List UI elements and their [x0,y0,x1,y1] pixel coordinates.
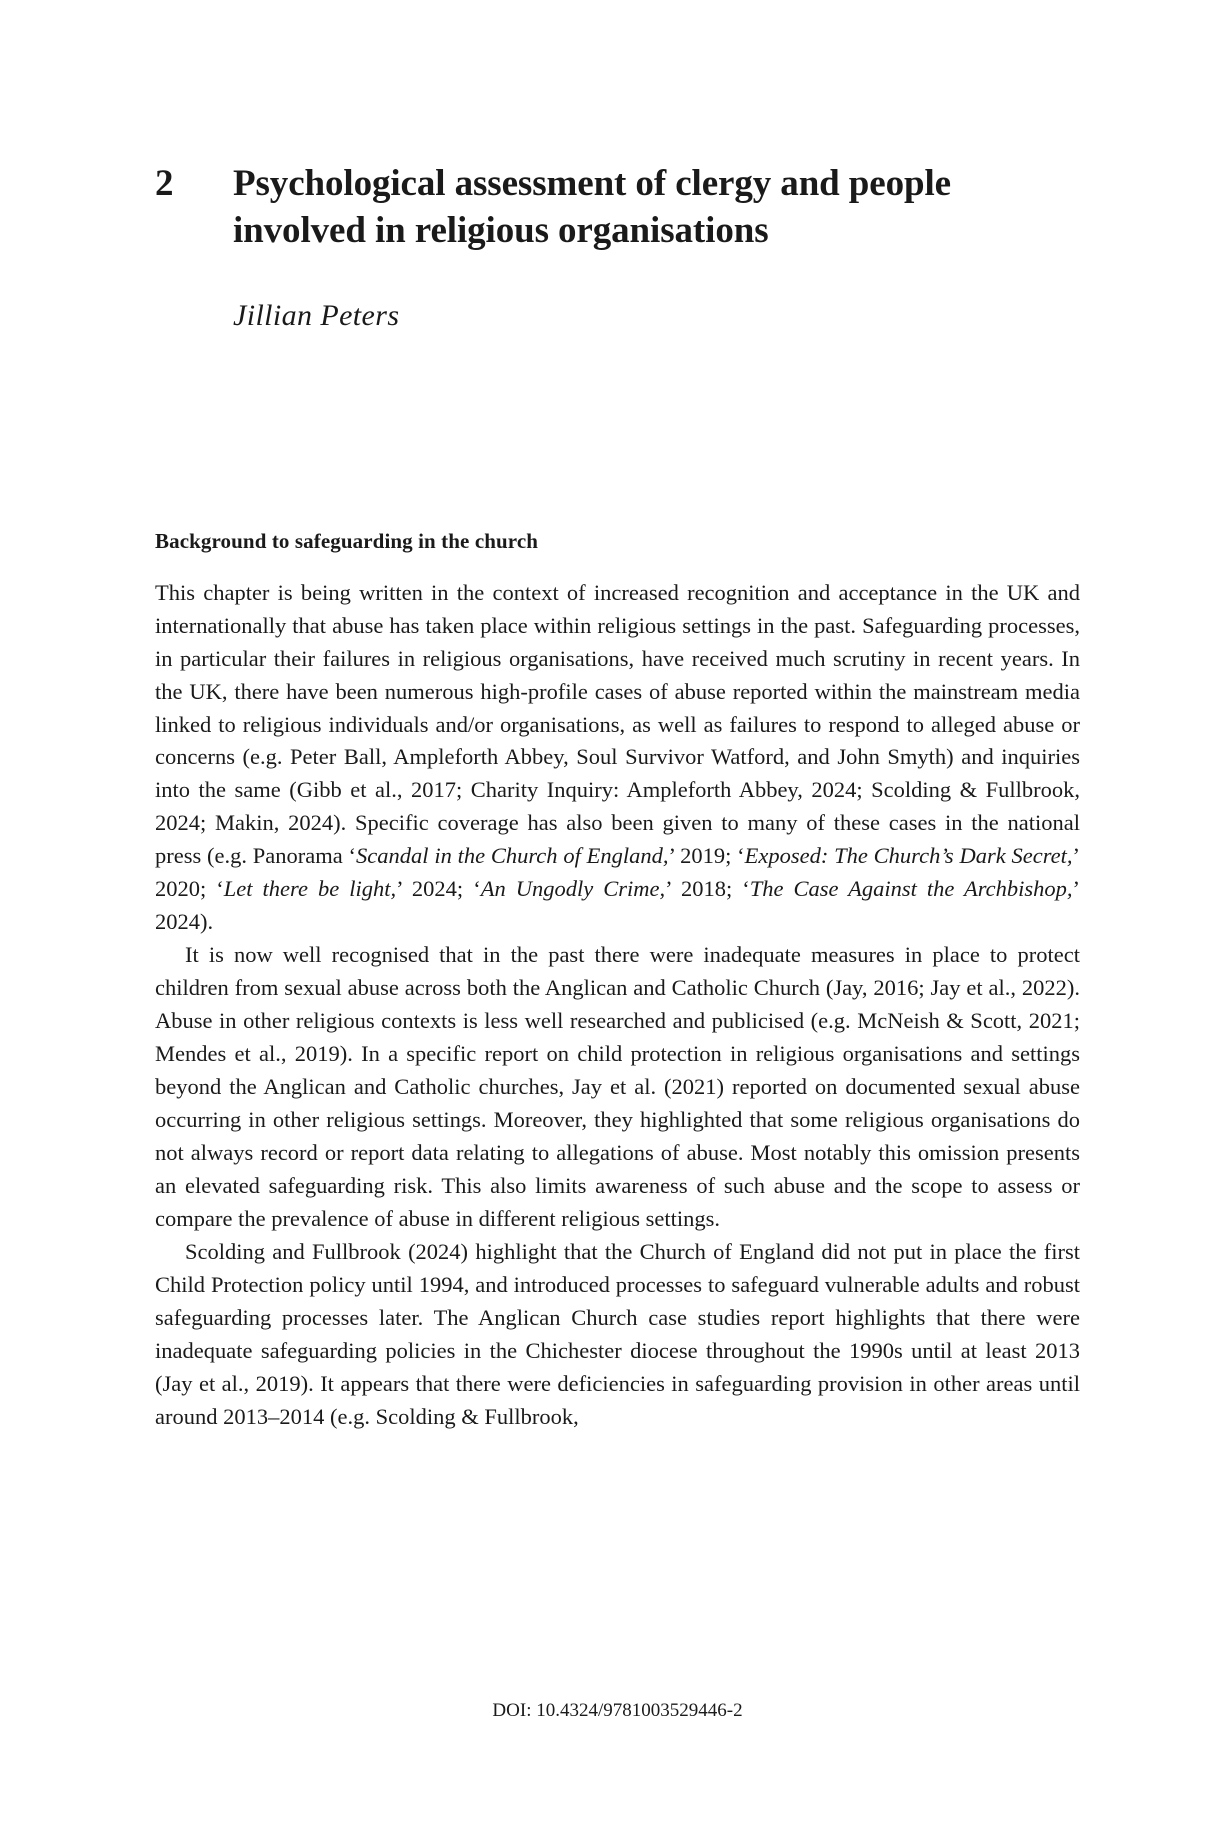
paragraph-1-text-e: ’ 2018; ‘ [665,876,750,902]
paragraph-1-text-c: ’ 2020; ‘ [155,843,1080,902]
chapter-author: Jillian Peters [233,298,400,332]
doi-text: DOI: 10.4324/9781003529446-2 [492,1700,743,1721]
paragraph-1-text-d: ’ 2024; ‘ [396,876,481,902]
paragraph-1-text-f: ’ 2024). [155,876,1081,935]
chapter-header [155,160,1080,255]
section-heading: Background to safeguarding in the church [155,528,539,553]
paragraph-1 [155,577,1080,939]
paragraph-2: It is now well recognised that in the past there were inadequate measures in place to protect children from sexual abuse across both the Anglican and Catholic Church (Jay, 2016; Jay et al., 2022). Abuse in other religious contexts is less well researched and publicised (e.g. McNeish & Scott, 2021; Mendes et al., 2019). In a specific report on child protection in religious organisations and settings beyond the Anglican and Catholic churches, Jay et al. (2021) reported on documented sexual abuse occurring in other religious settings. Moreover, they highlighted that some religious organisations do not always record or report data relating to allegations of abuse. Most notably this omission presents an elevated safeguarding risk. This also limits awareness of such abuse and the scope to assess or compare the prevalence of abuse in different religious settings. [155,942,1080,1231]
chapter-number: 2 [155,163,174,204]
paragraph-1-text-b: ’ 2019; ‘ [668,843,745,869]
title-let-there-be-light: Let there be light, [223,876,397,902]
chapter-title: Psychological assessment of clergy and people involved in religious organisations [233,163,951,252]
title-the-case-against-the-archbishop: The Case Against the Archbishop, [749,876,1073,902]
page-content [155,160,1080,1434]
title-scandal-in-the-church-of-england: Scandal in the Church of England, [356,843,669,869]
paragraph-3: Scolding and Fullbrook (2024) highlight that the Church of England did not put in place the first Child Protection policy until 1994, and introduced processes to safeguard vulnerable adults and robust safeguarding processes later. The Anglican Church case studies report highlights that there were inadequate safeguarding policies in the Chichester diocese throughout the 1990s until at least 2013 (Jay et al., 2019). It appears that there were deficiencies in safeguarding provision in other areas until around 2013–2014 (e.g. Scolding & Fullbrook, [155,1238,1080,1429]
title-an-ungodly-crime: An Ungodly Crime, [480,876,666,902]
paragraph-1-text-a: This chapter is being written in the context of increased recognition and acceptance in the UK and internationally that abuse has taken place within religious settings in the past. Safeguarding processes, in particular their failures in religious organisations, have received much scrutiny in recent years. In the UK, there have been numerous high-profile cases of abuse reported within the mainstream media linked to religious individuals and/or organisations, as well as failures to respond to alleged abuse or concerns (e.g. Peter Ball, Ampleforth Abbey, Soul Survivor Watford, and John Smyth) and inquiries into the same (Gibb et al., 2017; Charity Inquiry: Ampleforth Abbey, 2024; Scolding & Fullbrook, 2024; Makin, 2024). Specific coverage has also been given to many of these cases in the national press (e.g. Panorama ‘ [155,579,1080,869]
title-exposed-the-churchs-dark-secret: Exposed: The Church’s Dark Secret, [744,843,1073,869]
footer [155,1700,1080,1722]
